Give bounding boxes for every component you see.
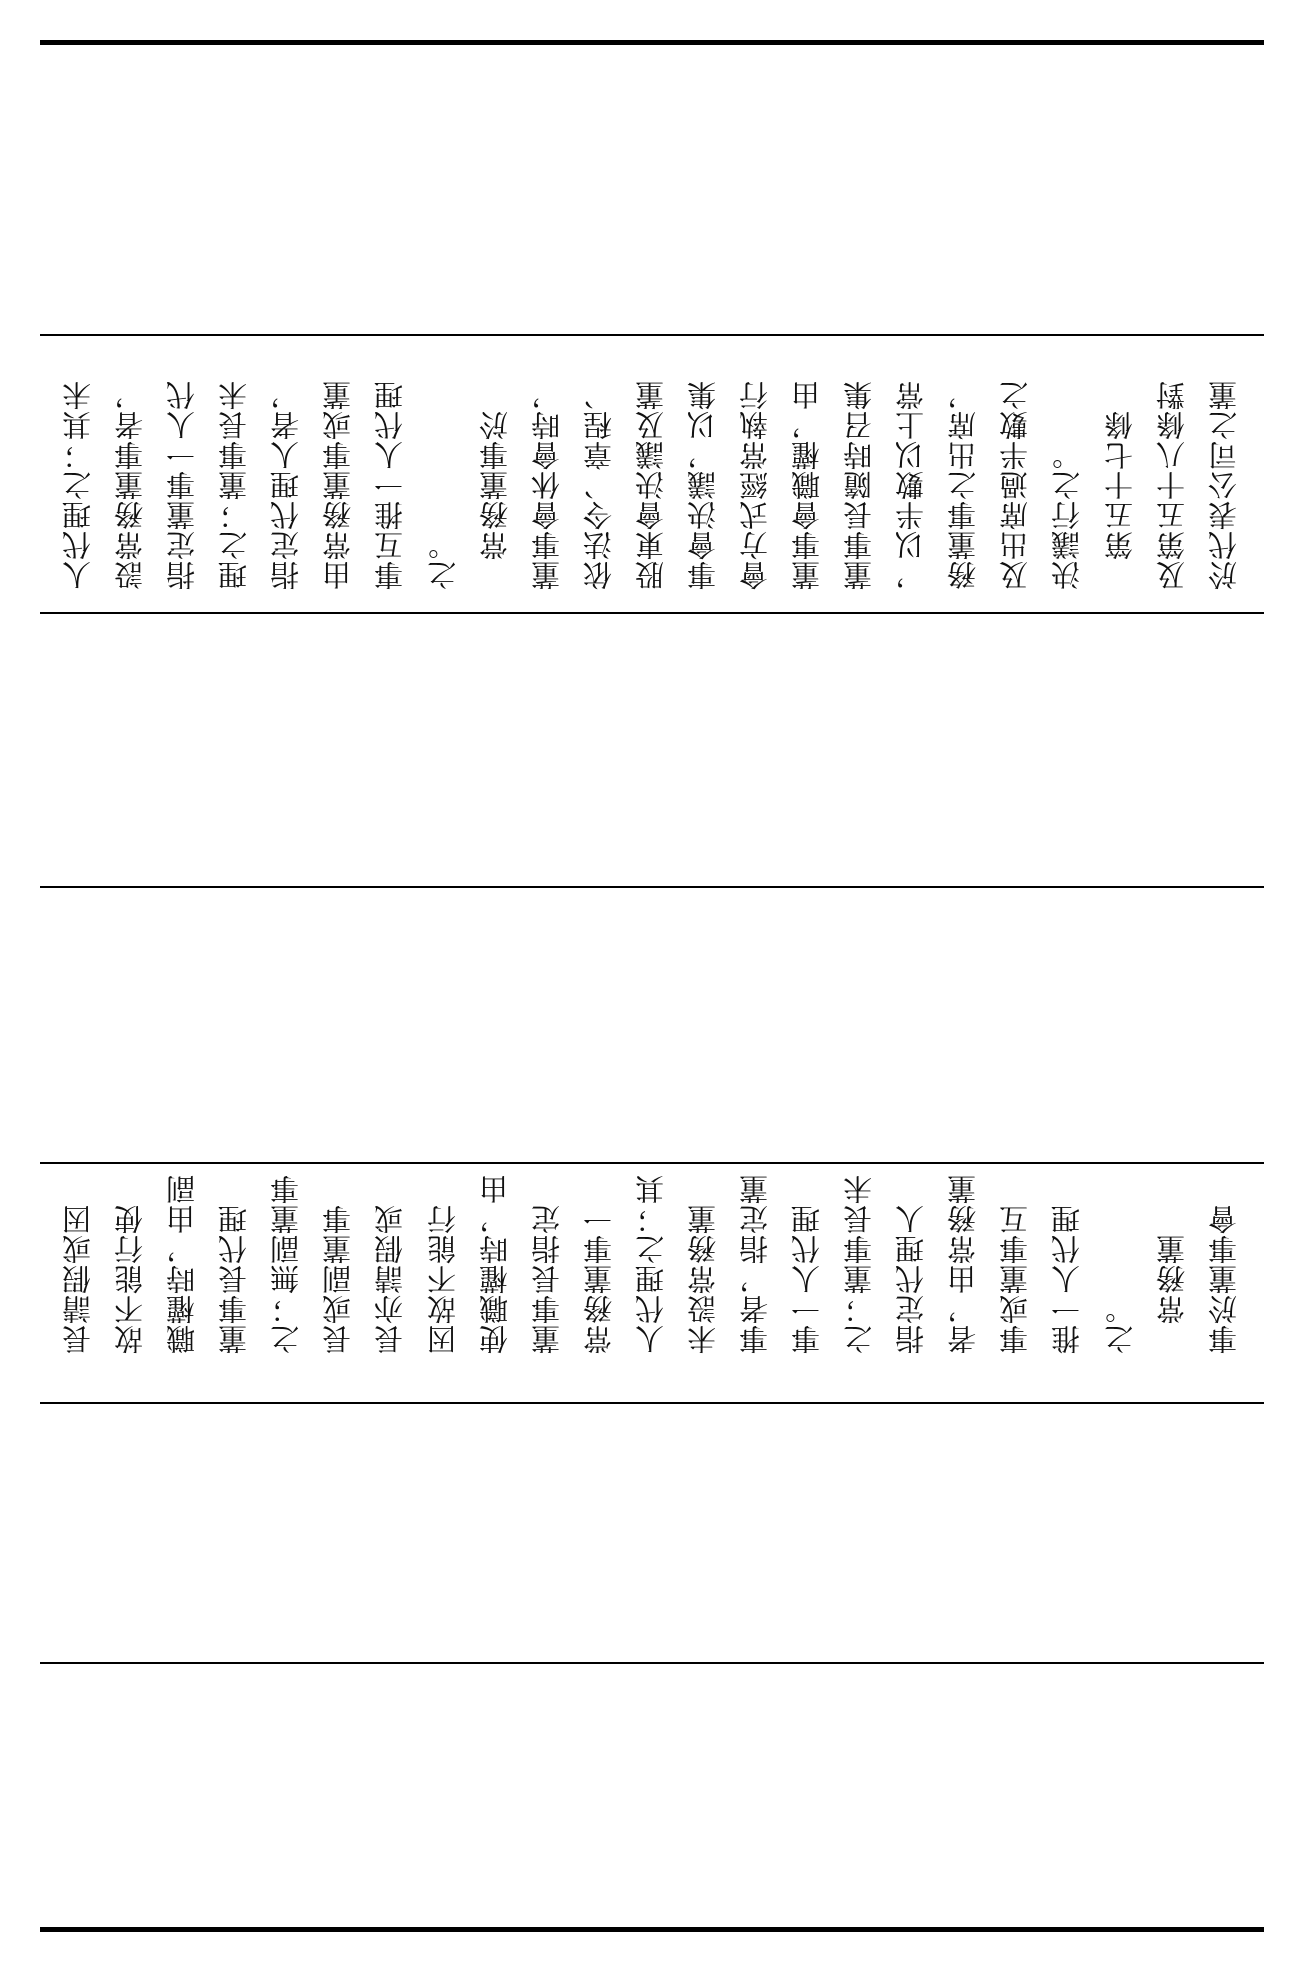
- text-column: 未設常務董: [685, 1204, 720, 1354]
- text-column: 故不能行使: [113, 1204, 148, 1354]
- text-column: 於代表公司之董: [1206, 380, 1241, 590]
- text-column: 者，由常務董: [946, 1174, 981, 1354]
- text-column: 長請假或因: [61, 1204, 95, 1354]
- text-column: 事會決議，以集: [685, 380, 720, 590]
- text-column: 設常務董事者，: [113, 380, 148, 590]
- text-column: 常務董事於: [477, 410, 512, 590]
- text-column: 使職權時，由: [477, 1174, 512, 1354]
- mid-rule: [40, 886, 1264, 888]
- text-column: 指定代理人者，: [269, 380, 304, 590]
- text-column: 事者，指定董: [738, 1174, 773, 1354]
- text-column: 之；董事長未: [842, 1174, 877, 1354]
- text-column: 之。: [425, 530, 460, 590]
- text-column: 依法令、章程、: [581, 380, 616, 590]
- text-column: 推一人代理: [1050, 1204, 1085, 1354]
- text-block-b: [40, 1174, 1264, 1354]
- text-column: ，以半數以上常: [894, 380, 929, 590]
- block-a-bottom-rule: [40, 612, 1264, 614]
- text-column: 指定代理人: [894, 1204, 929, 1354]
- text-column: 股東會決議及董: [633, 380, 668, 590]
- text-column: 事一人代理: [790, 1204, 825, 1354]
- text-column: 之。: [1102, 1294, 1137, 1354]
- text-column: 長亦請假或: [373, 1204, 408, 1354]
- block-a-top-rule: [40, 334, 1264, 336]
- text-column: 及第五十八條對: [1154, 380, 1189, 590]
- text-column: 決議行之。: [1050, 440, 1085, 590]
- block-b-bottom-rule: [40, 1402, 1264, 1404]
- text-column: 董事會休會時，: [529, 380, 564, 590]
- text-column: 事或董事互: [998, 1204, 1033, 1354]
- text-column: 及出席過半數之: [998, 380, 1033, 590]
- bottom-rule: [40, 1927, 1264, 1932]
- text-block-a: [40, 350, 1264, 590]
- text-column: 因故不能行: [425, 1204, 460, 1354]
- text-column: 董事會職權，由: [790, 380, 825, 590]
- text-column: 職權時，由副: [165, 1174, 200, 1354]
- text-column: 事互推一人代理: [373, 380, 408, 590]
- text-column: 務董事之出席，: [946, 380, 981, 590]
- text-column: 董事長指定: [529, 1204, 564, 1354]
- text-column: 事於董事會: [1206, 1204, 1241, 1354]
- text-column: 長或副董事: [321, 1204, 356, 1354]
- text-column: 指定董事一人代: [165, 380, 200, 590]
- block-b-top-rule: [40, 1162, 1264, 1164]
- text-column: 人代理之；其: [633, 1174, 668, 1354]
- text-column: 董事長代理: [217, 1204, 252, 1354]
- text-column: 人代理之；其未: [61, 380, 95, 590]
- text-column: 之；無副董事: [269, 1174, 304, 1354]
- text-column: 第五十七條: [1102, 410, 1137, 590]
- text-column: 常務董: [1154, 1234, 1189, 1354]
- text-column: 理之；董事長未: [217, 380, 252, 590]
- text-column: 常務董事一: [581, 1204, 616, 1354]
- top-rule: [40, 40, 1264, 45]
- text-column: 由常務董事或董: [321, 380, 356, 590]
- text-column: 董事長隨時召集: [842, 380, 877, 590]
- text-column: 會方式經常執行: [738, 380, 773, 590]
- lower-rule: [40, 1662, 1264, 1664]
